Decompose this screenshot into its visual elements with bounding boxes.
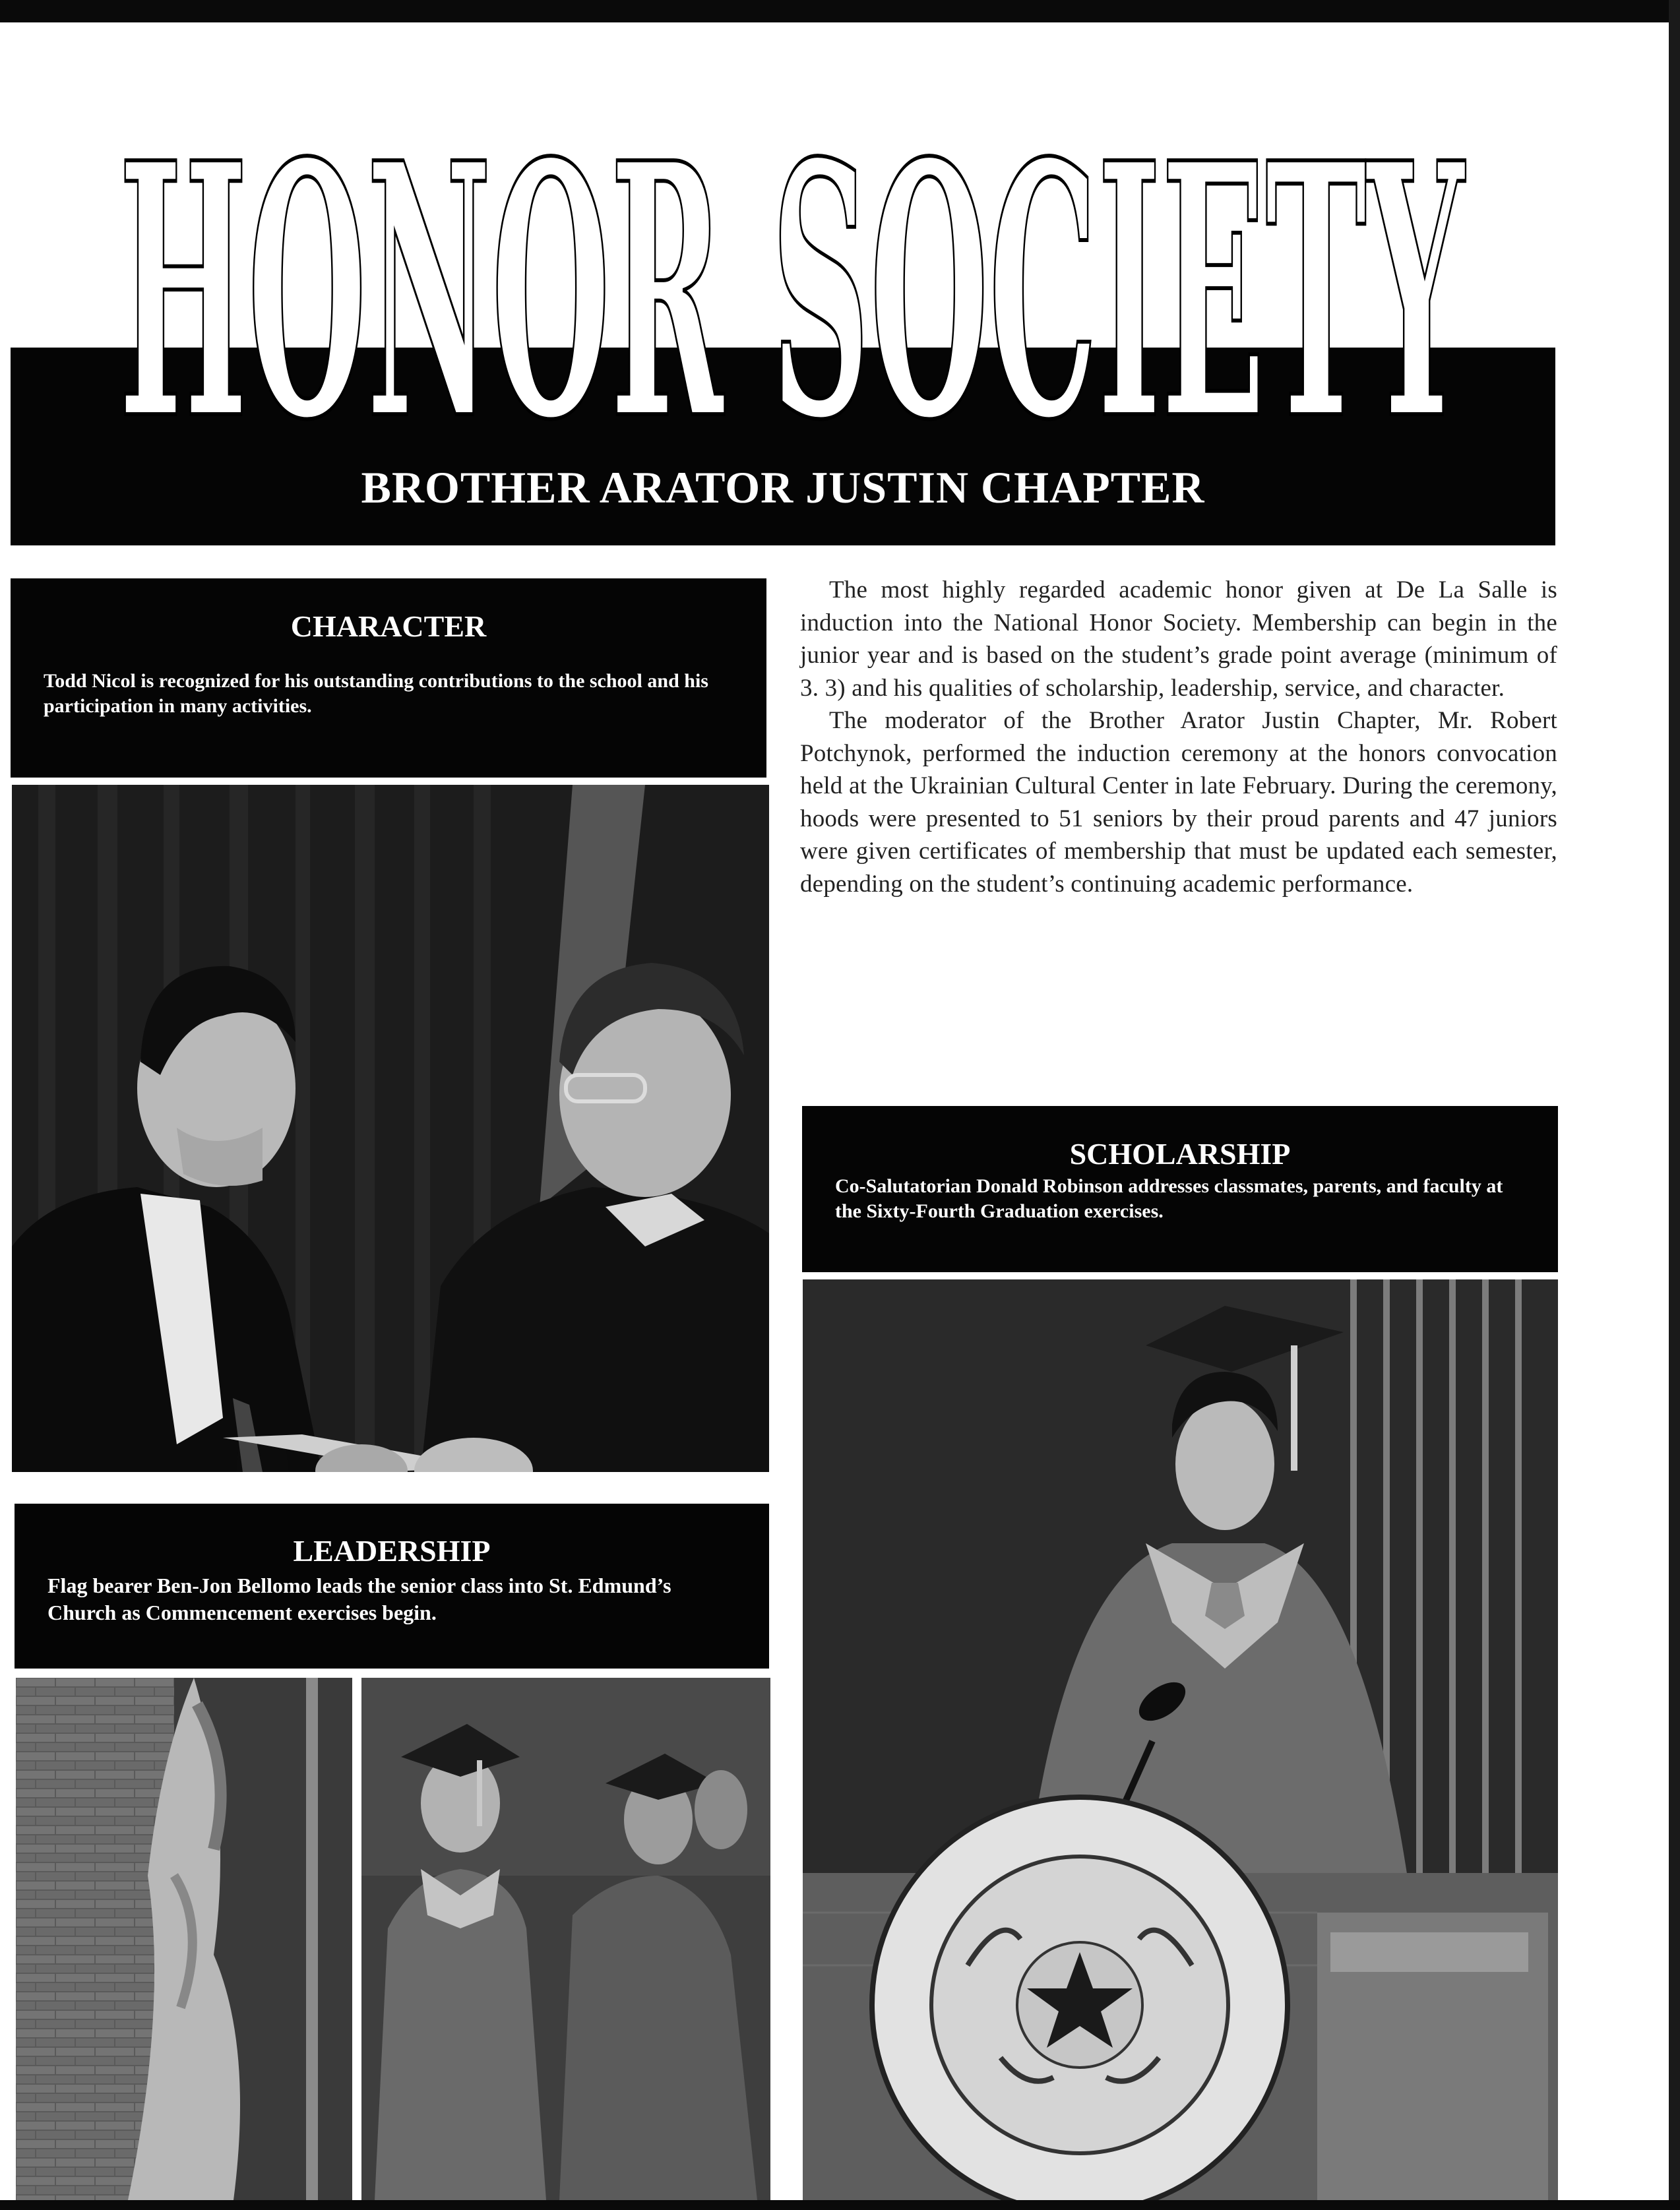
photo-leadership-graduates: [361, 1678, 770, 2200]
photo-character-handshake: [12, 785, 769, 1472]
top-border: [0, 0, 1680, 22]
caption-heading: SCHOLARSHIP: [1069, 1137, 1291, 1171]
caption-text: Todd Nicol is recognized for his outstanding contributions to the school and his participation in many activities.: [44, 670, 708, 718]
bottom-border: [0, 2200, 1680, 2210]
caption-leadership: [15, 1504, 769, 1669]
chapter-subtitle: BROTHER ARATOR JUSTIN CHAPTER: [361, 462, 1205, 512]
article-paragraph: The moderator of the Brother Arator Justin Chapter, Mr. Robert Potchynok, performed the induction ceremony at the honors convocation held at the Ukrainian Cultural Center in late February. During the ceremony, hoods were presented to 51 seniors by their proud parents and 47 juniors were given certificates of membership that must be updated each semester, depending on the student’s continuing academic performance.: [800, 707, 1557, 898]
caption-heading: CHARACTER: [290, 609, 487, 643]
right-border: [1669, 0, 1680, 2210]
article-body: [800, 574, 1557, 900]
caption-text: Co-Salutatorian Donald Robinson addresses classmates, parents, and faculty at the Sixty-Fourth Graduation exercises.: [835, 1175, 1503, 1223]
caption-heading: LEADERSHIP: [293, 1534, 491, 1568]
photo-scholarship-podium: [803, 1279, 1558, 2200]
caption-scholarship: [802, 1106, 1558, 1272]
photo-leadership-flag: [16, 1678, 352, 2200]
article-paragraph: The most highly regarded academic honor given at De La Salle is induction into the National Honor Society. Membership can begin in the junior year and is based on the student’s grade point average (minimum of 3. 3) and his qualities of scholarship, leadership, service, and character.: [800, 576, 1557, 702]
caption-text: Flag bearer Ben-Jon Bellomo leads the senior class into St. Edmund’s Church as Commencement exercises begin.: [47, 1574, 671, 1624]
caption-character: [11, 578, 766, 778]
page-title-text: HONOR SOCIETY: [119, 87, 1468, 497]
seal-emblem: [872, 1797, 1288, 2200]
